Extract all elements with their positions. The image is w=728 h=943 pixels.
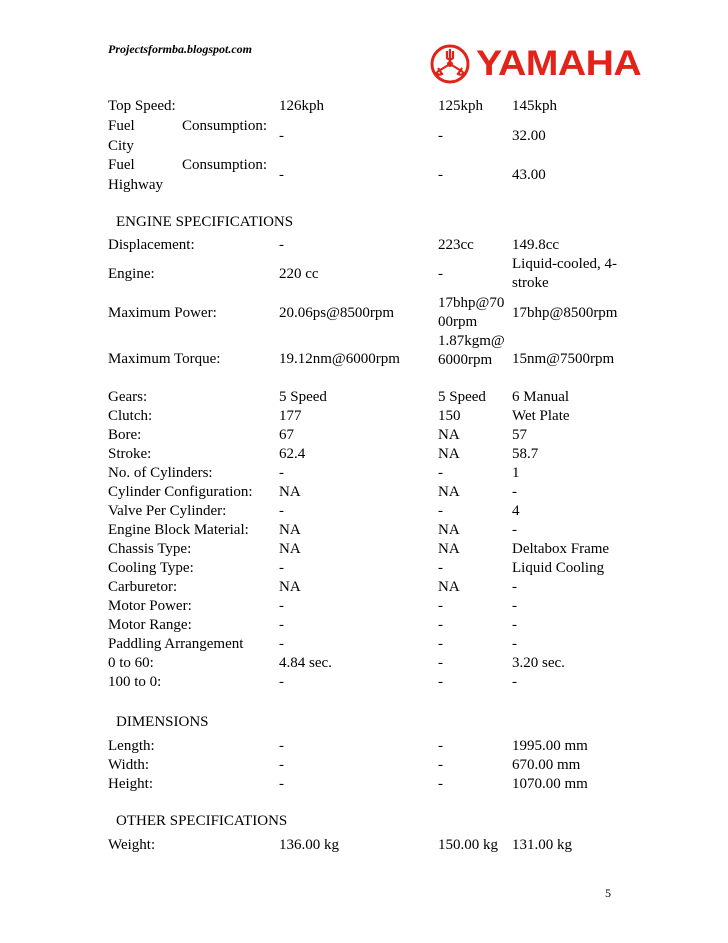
spec-row-value: - — [279, 598, 284, 614]
spec-row-value: - — [438, 776, 443, 792]
label-top-speed: Top Speed: — [108, 98, 176, 114]
value-displacement-1: - — [279, 237, 284, 253]
spec-row-value: Liquid Cooling — [512, 560, 605, 576]
value-max-torque-1: 19.12nm@6000rpm — [279, 351, 400, 367]
spec-row-value: - — [512, 617, 517, 633]
spec-row-value: - — [438, 560, 443, 576]
spec-row-value: - — [279, 757, 284, 773]
spec-row-label: Bore: — [108, 427, 142, 443]
spec-row-value: NA — [279, 541, 301, 557]
page-number: 5 — [605, 886, 611, 900]
spec-row-value: 4.84 sec. — [279, 655, 332, 671]
value-top-speed-3: 145kph — [512, 98, 557, 114]
spec-row-value: - — [512, 522, 517, 538]
spec-row-value: 150 — [438, 408, 461, 424]
spec-row-value: 1995.00 mm — [512, 738, 588, 754]
spec-row-value: - — [438, 757, 443, 773]
value-fuel-city-1: - — [279, 128, 284, 144]
label-weight: Weight: — [108, 837, 156, 853]
value-max-torque-3: 15nm@7500rpm — [512, 351, 615, 367]
spec-row-label: Height: — [108, 776, 153, 792]
spec-row-value: - — [279, 560, 284, 576]
value-top-speed-2: 125kph — [438, 98, 483, 114]
label-displacement: Displacement: — [108, 237, 195, 253]
value-displacement-3: 149.8cc — [512, 237, 560, 253]
spec-row-label: Paddling Arrangement — [108, 636, 244, 652]
spec-row-value: - — [512, 579, 517, 595]
value-fuel-highway-2: - — [438, 167, 443, 183]
value-weight-3: 131.00 kg — [512, 837, 572, 853]
value-engine-2: - — [438, 266, 443, 282]
label-fuel-city-c: City — [108, 138, 134, 154]
spec-row-label: Valve Per Cylinder: — [108, 503, 227, 519]
tuning-forks-emblem-icon — [430, 44, 470, 84]
spec-row-label: Engine Block Material: — [108, 522, 249, 538]
spec-row-value: - — [512, 674, 517, 690]
section-heading-dimensions: DIMENSIONS — [116, 714, 209, 730]
label-fuel-city-a: Fuel — [108, 118, 135, 134]
spec-row-label: Cooling Type: — [108, 560, 194, 576]
spec-row-value: 670.00 mm — [512, 757, 581, 773]
spec-row-value: 177 — [279, 408, 302, 424]
spec-row-value: - — [438, 465, 443, 481]
label-engine: Engine: — [108, 266, 155, 282]
label-fuel-highway-a: Fuel — [108, 157, 135, 173]
spec-row-value: NA — [438, 427, 460, 443]
spec-row-value: NA — [279, 522, 301, 538]
spec-row-value: 57 — [512, 427, 527, 443]
spec-row-value: NA — [279, 484, 301, 500]
spec-row-value: NA — [438, 484, 460, 500]
value-max-power-2: 17bhp@7000rpm — [438, 295, 505, 330]
spec-row-label: Width: — [108, 757, 150, 773]
value-fuel-city-2: - — [438, 128, 443, 144]
spec-row-value: Wet Plate — [512, 408, 570, 424]
value-weight-1: 136.00 kg — [279, 837, 339, 853]
spec-row-value: - — [512, 598, 517, 614]
spec-row-label: Length: — [108, 738, 155, 754]
value-engine-3: Liquid-cooled, 4-stroke — [512, 256, 617, 291]
spec-row-value: - — [279, 738, 284, 754]
spec-row-label: 100 to 0: — [108, 674, 162, 690]
spec-row-value: - — [438, 738, 443, 754]
spec-row-label: Stroke: — [108, 446, 152, 462]
spec-row-value: 58.7 — [512, 446, 539, 462]
spec-row-label: 0 to 60: — [108, 655, 154, 671]
label-max-torque: Maximum Torque: — [108, 351, 221, 367]
spec-row-value: NA — [279, 579, 301, 595]
site-url: Projectsformba.blogspot.com — [108, 42, 252, 56]
spec-row-value: 3.20 sec. — [512, 655, 565, 671]
label-fuel-city-b: Consumption: — [182, 118, 268, 134]
spec-row-value: NA — [438, 579, 460, 595]
value-fuel-highway-1: - — [279, 167, 284, 183]
value-max-power-3: 17bhp@8500rpm — [512, 305, 618, 321]
spec-row-label: Carburetor: — [108, 579, 178, 595]
spec-row-label: Chassis Type: — [108, 541, 192, 557]
spec-row-value: 1 — [512, 465, 520, 481]
spec-row-label: No. of Cylinders: — [108, 465, 213, 481]
spec-row-label: Motor Power: — [108, 598, 192, 614]
value-max-power-1: 20.06ps@8500rpm — [279, 305, 395, 321]
spec-row-value: - — [438, 674, 443, 690]
spec-row-value: Deltabox Frame — [512, 541, 610, 557]
value-fuel-city-3: 32.00 — [512, 128, 546, 144]
spec-row-value: - — [279, 617, 284, 633]
spec-row-value: NA — [438, 522, 460, 538]
spec-row-value: 62.4 — [279, 446, 306, 462]
spec-row-value: 5 Speed — [438, 389, 486, 405]
spec-row-value: - — [279, 636, 284, 652]
spec-row-value: - — [279, 776, 284, 792]
spec-row-value: 1070.00 mm — [512, 776, 588, 792]
spec-row-value: NA — [438, 446, 460, 462]
spec-row-value: - — [438, 503, 443, 519]
spec-row-value: - — [279, 674, 284, 690]
spec-row-value: - — [279, 503, 284, 519]
brand-wordmark: YAMAHA — [476, 44, 642, 83]
spec-row-value: NA — [438, 541, 460, 557]
spec-row-value: - — [512, 636, 517, 652]
value-weight-2: 150.00 kg — [438, 837, 498, 853]
spec-row-value: - — [438, 598, 443, 614]
spec-row-value: 4 — [512, 503, 520, 519]
label-max-power: Maximum Power: — [108, 305, 217, 321]
label-fuel-highway-b: Consumption: — [182, 157, 268, 173]
spec-row-label: Clutch: — [108, 408, 153, 424]
spec-row-value: - — [438, 636, 443, 652]
section-heading-engine: ENGINE SPECIFICATIONS — [116, 214, 294, 230]
spec-row-value: 6 Manual — [512, 389, 570, 405]
spec-row-value: - — [512, 484, 517, 500]
spec-row-value: - — [438, 655, 443, 671]
spec-row-value: 5 Speed — [279, 389, 327, 405]
value-displacement-2: 223cc — [438, 237, 474, 253]
value-engine-1: 220 cc — [279, 266, 319, 282]
spec-row-label: Cylinder Configuration: — [108, 484, 253, 500]
section-heading-other: OTHER SPECIFICATIONS — [116, 813, 288, 829]
value-fuel-highway-3: 43.00 — [512, 167, 546, 183]
spec-row-value: - — [279, 465, 284, 481]
spec-row-label: Gears: — [108, 389, 148, 405]
value-max-torque-2: 1.87kgm@6000rpm — [438, 333, 505, 368]
spec-row-value: 67 — [279, 427, 294, 443]
spec-row-label: Motor Range: — [108, 617, 192, 633]
spec-row-value: - — [438, 617, 443, 633]
yamaha-logo — [430, 44, 642, 84]
value-top-speed-1: 126kph — [279, 98, 324, 114]
label-fuel-highway-c: Highway — [108, 177, 163, 193]
